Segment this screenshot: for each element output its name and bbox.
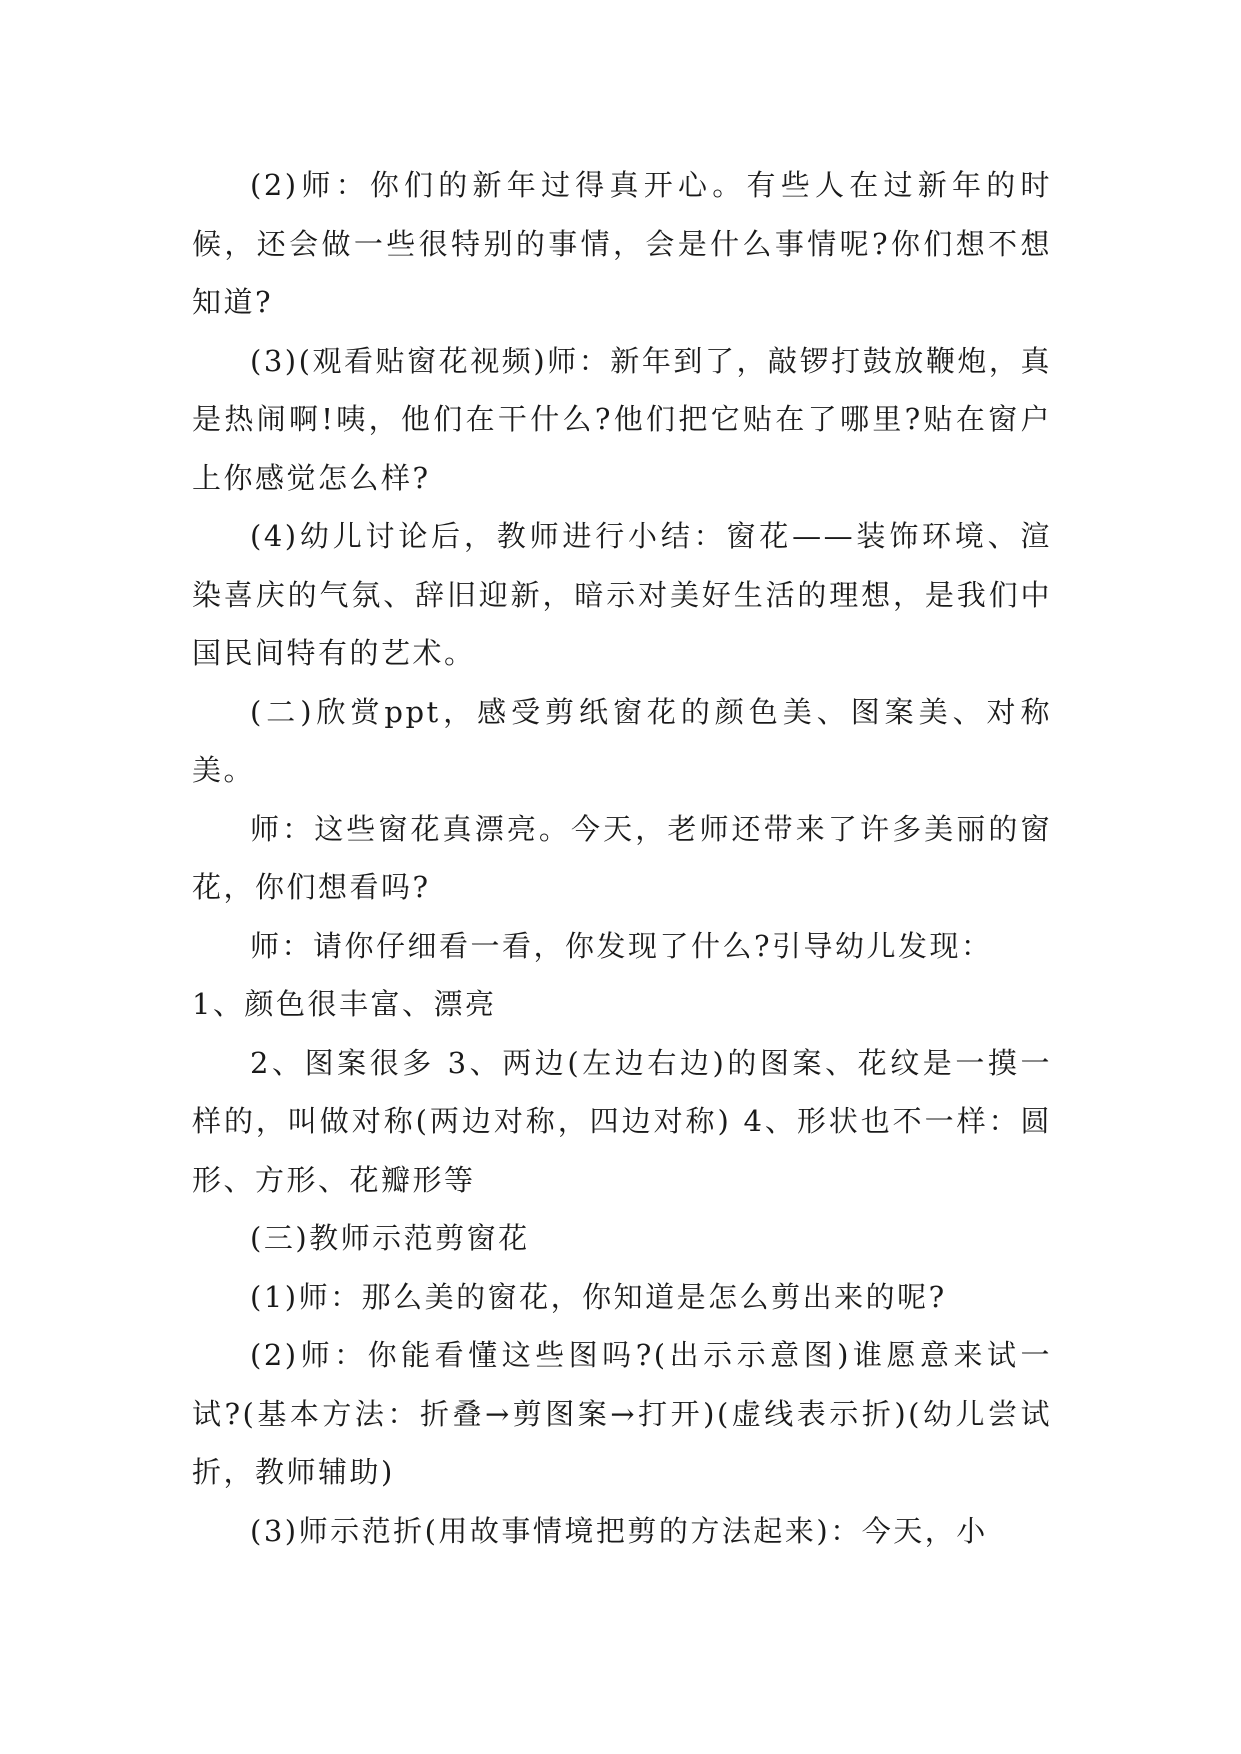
document-body xyxy=(192,156,1052,1560)
paragraph-how-cut: (1)师：那么美的窗花，你知道是怎么剪出来的呢? xyxy=(250,1279,947,1314)
paragraph-demo-fold: (3)师示范折(用故事情境把剪的方法起来)：今天，小 xyxy=(250,1513,988,1548)
paragraph-intro-new-year: (2)师：你们的新年过得真开心。有些人在过新年的时候，还会做一些很特别的事情，会是什么事情呢?你们想不想知道? xyxy=(192,168,1052,319)
paragraph-read-diagrams: (2)师：你能看懂这些图吗?(出示示意图)谁愿意来试一试?(基本方法：折叠→剪图案→打开)(虚线表示折)(幼儿尝试折，教师辅助) xyxy=(192,1338,1052,1489)
section-heading-teacher-demo: (三)教师示范剪窗花 xyxy=(250,1221,530,1255)
paragraph-observe-carefully: 师：请你仔细看一看，你发现了什么?引导幼儿发现： xyxy=(250,928,993,963)
paragraph-teacher-summary: (4)幼儿讨论后，教师进行小结：窗花——装饰环境、渲染喜庆的气氛、辞旧迎新，暗示对美好生活的理想，是我们中国民间特有的艺术。 xyxy=(192,519,1052,670)
section-heading-appreciate-ppt: (二)欣赏ppt，感受剪纸窗花的颜色美、图案美、对称美。 xyxy=(192,694,1052,787)
list-item-colors: 1、颜色很丰富、漂亮 xyxy=(192,987,497,1021)
paragraph-watch-video: (3)(观看贴窗花视频)师：新年到了，敲锣打鼓放鞭炮，真是热闹啊!咦，他们在干什么?他们把它贴在了哪里?贴在窗户上你感觉怎么样? xyxy=(192,343,1052,495)
paragraph-window-flowers-pretty: 师：这些窗花真漂亮。今天，老师还带来了许多美丽的窗花，你们想看吗? xyxy=(192,811,1052,904)
list-item-patterns-symmetry: 2、图案很多 3、两边(左边右边)的图案、花纹是一摸一样的，叫做对称(两边对称，四边对称) 4、形状也不一样：圆形、方形、花瓣形等 xyxy=(192,1045,1052,1197)
